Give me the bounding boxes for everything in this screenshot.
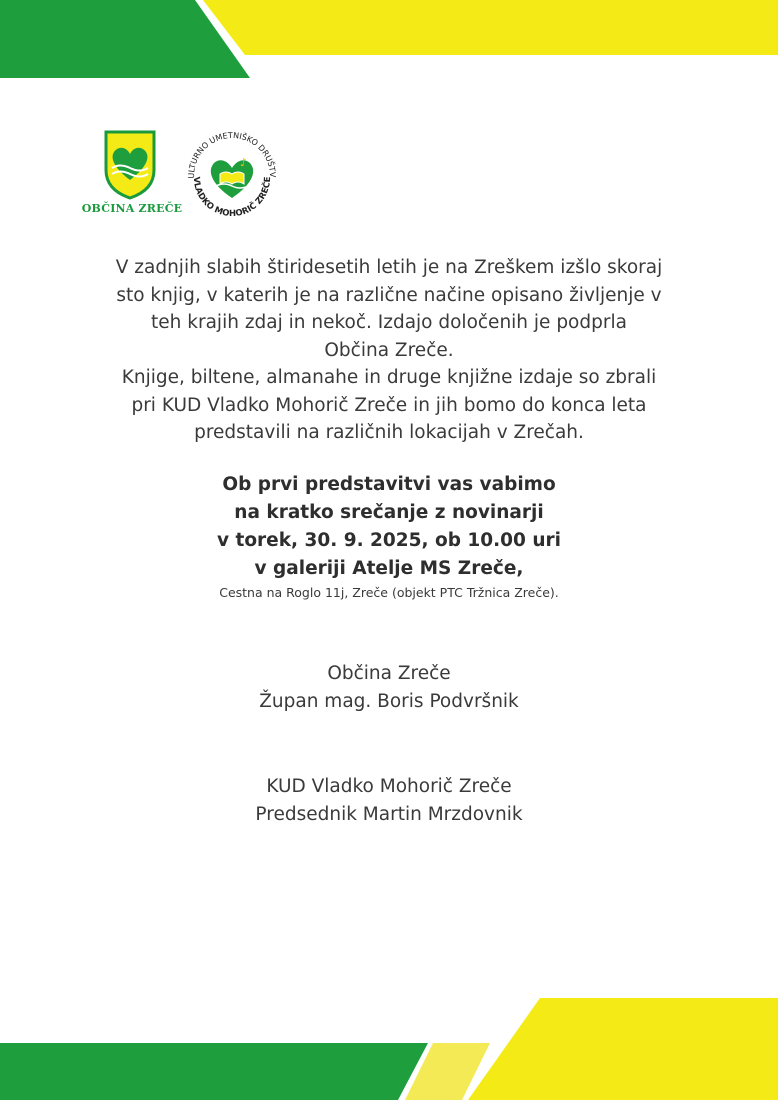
bottom-yellow-triangle — [468, 998, 778, 1100]
intro-line: Občina Zreče. — [324, 339, 454, 361]
intro-line: Knjige, biltene, almanahe in druge knjižne izdaje so zbrali — [121, 367, 657, 388]
intro-paragraph — [60, 254, 718, 447]
kud-bottom-text: VLADKO MOHORIČ ZREČE — [190, 176, 274, 220]
top-yellow-bar — [203, 0, 778, 55]
intro-line: sto knjig, v katerih je na različne načine opisano življenje v — [116, 284, 662, 306]
obcina-zrece-logo — [80, 122, 183, 222]
signature-kud — [60, 773, 718, 829]
intro-line: V zadnjih slabih štiridesetih letih je na Zreškem izšlo skoraj — [115, 257, 663, 278]
intro-line: predstavili na različnih lokacijah v Zrečah. — [194, 422, 584, 443]
signature-obcina — [60, 660, 718, 716]
invitation-block — [60, 471, 718, 583]
kud-logo — [180, 122, 284, 226]
signature-org: Občina Zreče — [327, 662, 451, 684]
bottom-green-bar — [0, 1043, 428, 1100]
invitation-line: v galeriji Atelje MS Zreče, — [254, 557, 524, 579]
kud-arc-text: ULTURNO UMETNIŠKO DRUŠTV — [186, 130, 278, 179]
obcina-name: OBČINA ZREČE — [81, 202, 183, 215]
logos — [80, 122, 300, 232]
signature-person: Predsednik Martin Mrzdovnik — [255, 803, 523, 825]
invitation-line: Ob prvi predstavitvi vas vabimo — [222, 473, 556, 495]
top-decoration — [0, 0, 778, 80]
invitation-content — [60, 254, 718, 829]
event-address: Cestna na Roglo 11j, Zreče (objekt PTC Tržnica Zreče). — [219, 584, 559, 600]
signature-org: KUD Vladko Mohorič Zreče — [266, 775, 512, 797]
intro-line: teh krajih zdaj in nekoč. Izdajo določenih je podprla — [151, 312, 627, 333]
coat-of-arms-icon — [102, 128, 158, 200]
invitation-line: v torek, 30. 9. 2025, ob 10.00 uri — [217, 529, 561, 551]
bottom-light-stripe — [405, 1043, 490, 1100]
signature-person: Župan mag. Boris Podvršnik — [259, 690, 519, 712]
invitation-line: na kratko srečanje z novinarji — [234, 501, 544, 523]
svg-text:♪: ♪ — [240, 156, 248, 169]
heart-book-icon — [211, 156, 253, 198]
intro-line: pri KUD Vladko Mohorič Zreče in jih bomo do konca leta — [131, 394, 647, 416]
